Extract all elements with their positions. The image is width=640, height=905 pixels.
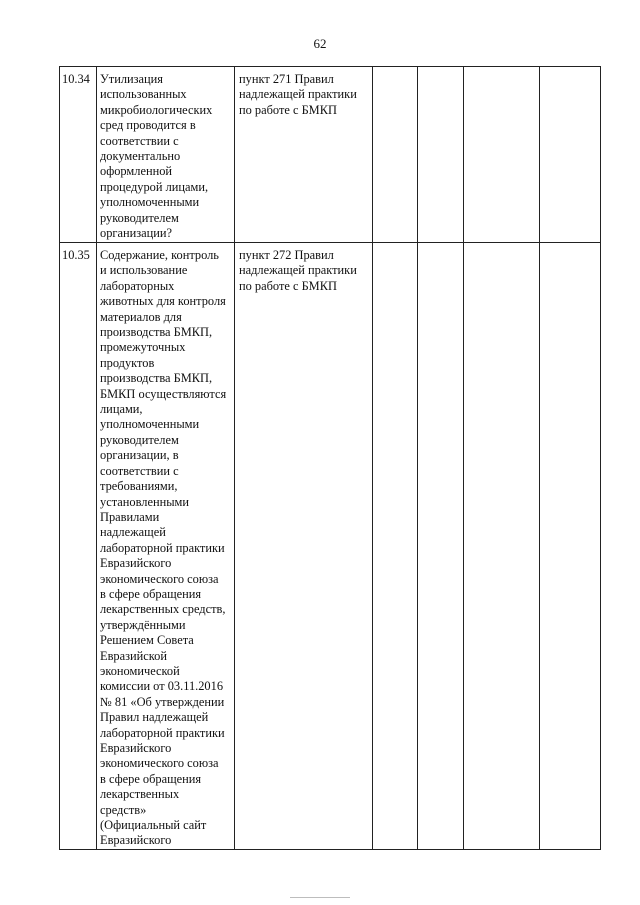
answer-cell-yes[interactable] — [373, 67, 418, 243]
table-row — [60, 243, 601, 850]
row-number: 10.35 — [60, 243, 97, 850]
row-number: 10.34 — [60, 67, 97, 243]
answer-cell-not-applicable[interactable] — [464, 243, 540, 850]
answer-cell-no[interactable] — [418, 67, 464, 243]
answer-cell-no[interactable] — [418, 243, 464, 850]
table-row — [60, 67, 601, 243]
notes-cell[interactable] — [540, 67, 601, 243]
requirement-question: Содержание, контроль и использование лабораторных животных для контроля материалов для производства БМКП, промежуточных продуктов производства БМКП, БМКП осуществляются лицами, уполномоченными руководителем организации, в соответствии с требованиями, установленными Правилами надлежащей лабораторной практики Евразийского экономического союза в сфере обращения лекарственных средств, утверждёнными Решением Совета Евразийской экономической комиссии от 03.11.2016 № 81 «Об утверждении Правил надлежащей лабораторной практики Евразийского экономического союза в сфере обращения лекарственных средств» (Официальный сайт Евразийского — [97, 243, 235, 850]
scan-artifact — [290, 897, 350, 898]
answer-cell-not-applicable[interactable] — [464, 67, 540, 243]
requirement-question: Утилизация использованных микробиологических сред проводится в соответствии с документально оформленной процедурой лицами, уполномоченными руководителем организации? — [97, 67, 235, 243]
answer-cell-yes[interactable] — [373, 243, 418, 850]
legal-reference: пункт 271 Правил надлежащей практики по работе с БМКП — [235, 67, 373, 243]
checklist-table — [59, 66, 601, 850]
notes-cell[interactable] — [540, 243, 601, 850]
page-number: 62 — [313, 36, 327, 51]
legal-reference: пункт 272 Правил надлежащей практики по работе с БМКП — [235, 243, 373, 850]
